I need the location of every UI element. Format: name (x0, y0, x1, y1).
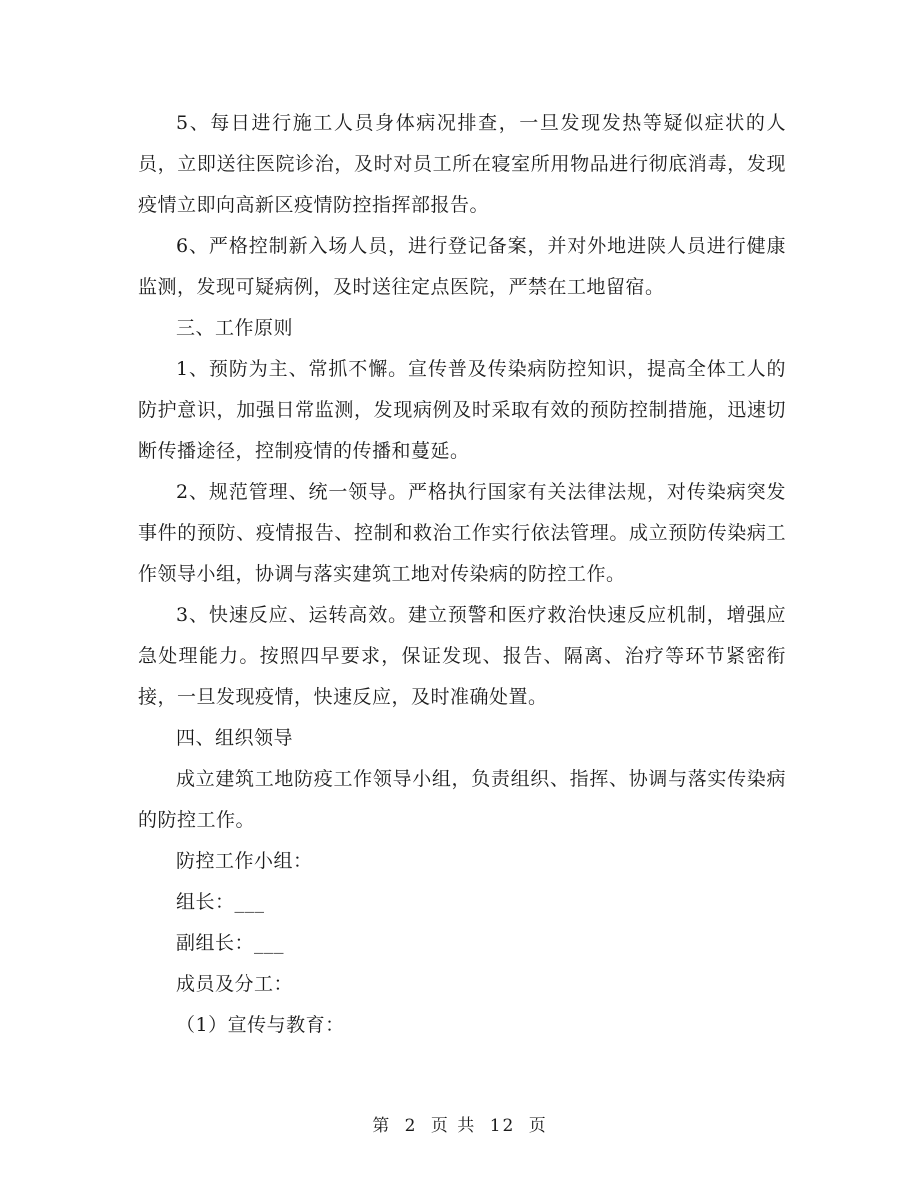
section-heading-organization: 四、组织领导 (176, 727, 294, 749)
footer-suffix: 页 (528, 1116, 548, 1136)
leader-line: 组长：___ (176, 891, 265, 913)
members-line: 成员及分工： (176, 973, 294, 995)
footer-current-page: 2 (404, 1116, 418, 1136)
footer-prefix: 第 (372, 1116, 392, 1136)
paragraph-item-6: 6、严格控制新入场人员，进行登记备案，并对外地进陕人员进行健康监测，发现可疑病例，及时送往定点医院，严禁在工地留宿。 (138, 235, 786, 298)
publicity-education-line: （1）宣传与教育： (176, 1014, 345, 1036)
paragraph-item-5: 5、每日进行施工人员身体病况排查，一旦发现发热等疑似症状的人员，立即送往医院诊治，及时对员工所在寝室所用物品进行彻底消毒，发现疫情立即向高新区疫情防控指挥部报告。 (138, 112, 786, 216)
principle-2: 2、规范管理、统一领导。严格执行国家有关法律法规，对传染病突发事件的预防、疫情报告、控制和救治工作实行依法管理。成立预防传染病工作领导小组，协调与落实建筑工地对传染病的防控工作。 (138, 481, 786, 585)
footer-total-pages: 12 (489, 1116, 516, 1136)
section-heading-principles: 三、工作原则 (176, 317, 294, 339)
page-footer (0, 1111, 920, 1136)
principle-1: 1、预防为主、常抓不懈。宣传普及传染病防控知识，提高全体工人的防护意识，加强日常监测，发现病例及时采取有效的预防控制措施，迅速切断传播途径，控制疫情的传播和蔓延。 (138, 358, 786, 462)
footer-middle: 页 共 (430, 1116, 477, 1136)
deputy-leader-line: 副组长：___ (176, 932, 285, 954)
document-body (138, 103, 786, 1046)
principle-3: 3、快速反应、运转高效。建立预警和医疗救治快速反应机制，增强应急处理能力。按照四早要求，保证发现、报告、隔离、治疗等环节紧密衔接，一旦发现疫情，快速反应，及时准确处置。 (138, 604, 786, 708)
team-label: 防控工作小组： (176, 850, 313, 872)
organization-description: 成立建筑工地防疫工作领导小组，负责组织、指挥、协调与落实传染病的防控工作。 (138, 768, 786, 831)
